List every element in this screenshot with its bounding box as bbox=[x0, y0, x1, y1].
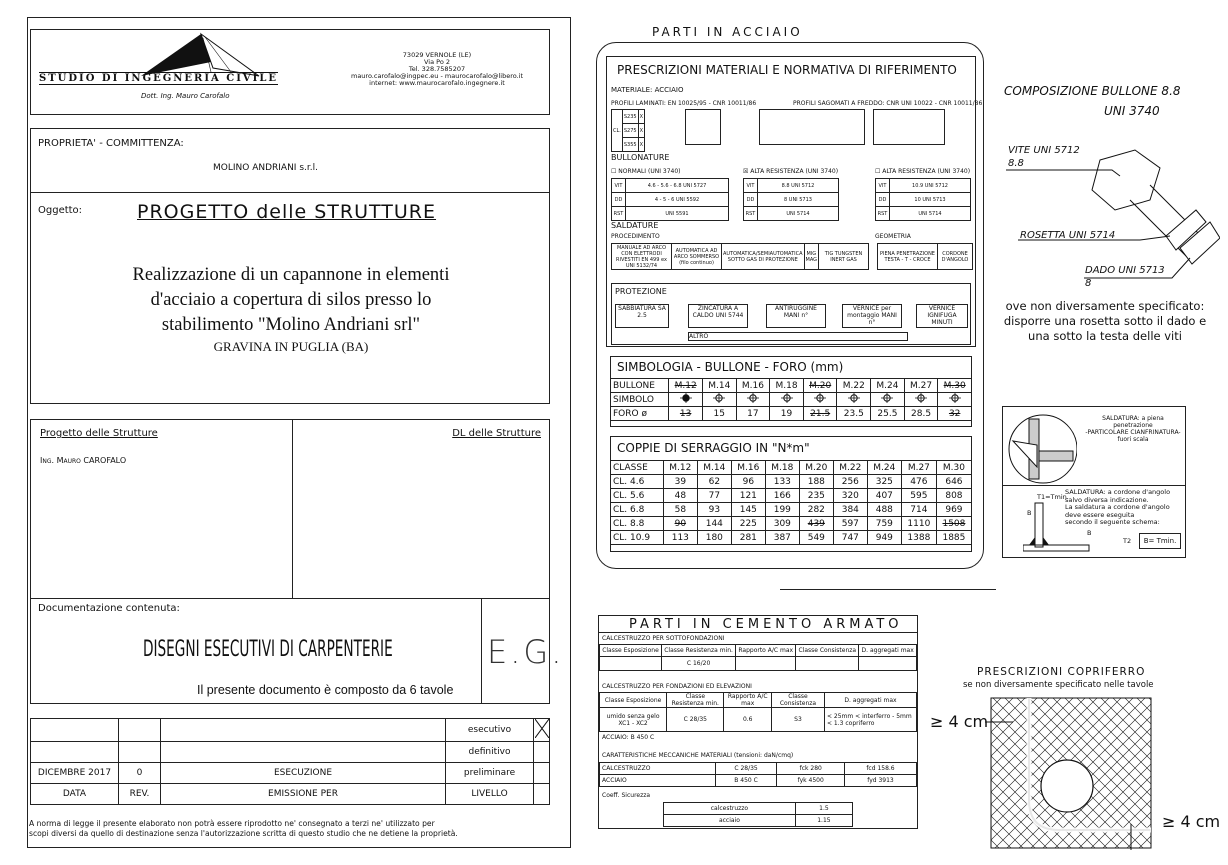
committente-name: MOLINO ANDRIANI s.r.l. bbox=[213, 163, 318, 173]
foro-cell: 25.5 bbox=[871, 407, 905, 421]
bull-normali-table: VIT 4.6 - 5.6 - 6.8 UNI 5727 DD 4 - 5 - 6 UNI 5592 RST UNI 5591 bbox=[611, 178, 729, 221]
table-cell: 39 bbox=[663, 475, 697, 489]
table-cell: 1508 bbox=[936, 517, 971, 531]
cemento-title: PARTI IN CEMENTO ARMATO bbox=[629, 617, 903, 632]
table-cell: 808 bbox=[936, 489, 971, 503]
table-cell: 121 bbox=[731, 489, 765, 503]
acciaio-line: ACCIAIO: B 450 C bbox=[602, 734, 655, 741]
table-cell: 144 bbox=[697, 517, 731, 531]
table-cell: 969 bbox=[936, 503, 971, 517]
weld-b2: B bbox=[1087, 529, 1092, 537]
classe-table: CL. S235 X S275 X S355 X bbox=[611, 109, 645, 152]
bolt-symbol-icon bbox=[702, 393, 736, 407]
saldature-label: SALDATURE bbox=[611, 221, 659, 230]
sotto-table: Classe Esposizione Classe Resistenza min. Rapporto A/C max Classe Consistenza D. aggregati max C 16/20 bbox=[599, 644, 917, 671]
table-cell: 309 bbox=[765, 517, 799, 531]
table-cell: 646 bbox=[936, 475, 971, 489]
table-cell: 281 bbox=[731, 531, 765, 545]
table-row: esecutivo bbox=[31, 719, 550, 742]
column-header: M.14 bbox=[697, 461, 731, 475]
table-cell: 476 bbox=[901, 475, 936, 489]
dado-class: 8 bbox=[1085, 278, 1092, 289]
bolt-symbol-icon bbox=[803, 393, 837, 407]
table-cell: 1885 bbox=[936, 531, 971, 545]
bolt-symbol-icon bbox=[904, 393, 938, 407]
prot-item: VERNICE IGNIFUGA MINUTI bbox=[916, 304, 968, 328]
vite-label: VITE UNI 5712 bbox=[1008, 145, 1080, 156]
doc-title: DISEGNI ESECUTIVI DI CARPENTERIE bbox=[143, 637, 393, 662]
bullone-size-cell: M.14 bbox=[702, 379, 736, 393]
bolt-symbol-icon bbox=[938, 393, 972, 407]
copriferro-dim1: ≥ 4 cm bbox=[930, 712, 989, 731]
table-header-row bbox=[611, 461, 972, 475]
committente-box bbox=[30, 128, 550, 192]
project-description: Realizzazione di un capannone in elementi d'acciaio a copertura di silos presso lo stabilimento "Molino Andriani srl" bbox=[132, 265, 450, 335]
prescrizioni-box bbox=[606, 56, 983, 347]
weld-formula: B= Tmin. bbox=[1139, 533, 1181, 549]
table-cell: 235 bbox=[799, 489, 833, 503]
weld-text-1: SALDATURA: a piena penetrazione -PARTICOLARE CIANFRINATURA- fuori scala bbox=[1085, 415, 1181, 443]
protezione-box bbox=[611, 283, 971, 345]
bullone-size-cell: M.22 bbox=[837, 379, 871, 393]
separator-line bbox=[780, 589, 996, 590]
table-cell: CL. 6.8 bbox=[611, 503, 664, 517]
table-cell: 58 bbox=[663, 503, 697, 517]
procedimento-label: PROCEDIMENTO bbox=[611, 233, 660, 240]
dl-box bbox=[292, 419, 550, 599]
table-row: DATA REV. EMISSIONE PER LIVELLO bbox=[31, 784, 550, 805]
table-row bbox=[611, 503, 972, 517]
copriferro-subtitle: se non diversamente specificato nelle tavole bbox=[963, 680, 1154, 690]
profili-laminati: PROFILI LAMINATI: EN 10025/95 - CNR 10011/86 bbox=[611, 100, 757, 107]
fond-table: Classe Esposizione Classe Resistenza min. Rapporto A/C max Classe Consistenza D. aggregati max umido senza gelo XC1 - XC2 C 28/35 0.6 S3 < 25mm < interferro - 5mm < 1.3 copriferro bbox=[599, 692, 917, 732]
progetto-label: Progetto delle Strutture bbox=[40, 428, 158, 439]
table-cell: 759 bbox=[867, 517, 901, 531]
vite-class: 8.8 bbox=[1008, 158, 1024, 169]
table-row: BULLONE M.12 M.14 M.16 M.18 M.20 M.22 M.24 M.27 M.30 bbox=[611, 379, 972, 393]
revision-table bbox=[30, 718, 550, 805]
progetto-box bbox=[30, 419, 293, 599]
column-header: M.30 bbox=[936, 461, 971, 475]
table-cell: 387 bbox=[765, 531, 799, 545]
table-cell: 180 bbox=[697, 531, 731, 545]
fond-label: CALCESTRUZZO PER FONDAZIONI ED ELEVAZIONI bbox=[602, 683, 752, 690]
bolt-symbol-icon bbox=[669, 393, 703, 407]
bullone-comp-norm: UNI 3740 bbox=[1104, 104, 1160, 118]
table-cell: 90 bbox=[663, 517, 697, 531]
committente-label: PROPRIETA' - COMMITTENZA: bbox=[38, 138, 184, 149]
coppie-title: COPPIE DI SERRAGGIO IN "N*m" bbox=[617, 441, 810, 455]
coeff-label: Coeff. Sicurezza bbox=[602, 792, 651, 799]
foro-cell: 28.5 bbox=[904, 407, 938, 421]
doc-box bbox=[30, 598, 482, 704]
level-check-esecutivo bbox=[534, 719, 550, 742]
caratt-label: CARATTERISTICHE MECCANICHE MATERIALI (tensioni: daN/cmq) bbox=[602, 752, 794, 759]
table-cell: 1388 bbox=[901, 531, 936, 545]
cemento-box bbox=[598, 615, 918, 829]
table-row bbox=[611, 531, 972, 545]
table-row bbox=[611, 475, 972, 489]
column-header: M.24 bbox=[867, 461, 901, 475]
table-row: DICEMBRE 2017 0 ESECUZIONE preliminare bbox=[31, 763, 550, 784]
copriferro-title: PRESCRIZIONI COPRIFERRO bbox=[977, 666, 1146, 678]
table-cell: CL. 4.6 bbox=[611, 475, 664, 489]
procedimento-table: MANUALE AD ARCO CON ELETTRODI RIVESTITI EN 499 ex UNI 5132/74 AUTOMATICA AD ARCO SOMMERSO (filo continuo) AUTOMATICA/SEMIAUTOMATICA SOTTO GAS DI PROTEZIONE MIG MAG TIG TUNGSTEN INERT GAS bbox=[611, 243, 869, 270]
studio-name: STUDIO DI INGEGNERIA CIVILE bbox=[39, 73, 278, 84]
profili-sagomati: PROFILI SAGOMATI A FREDDO: CNR UNI 10022 - CNR 10011/86 bbox=[793, 100, 983, 107]
table-cell: 166 bbox=[765, 489, 799, 503]
project-location: GRAVINA IN PUGLIA (BA) bbox=[213, 339, 369, 354]
bull-alta2-label: ☐ ALTA RESISTENZA (UNI 3740) bbox=[875, 168, 971, 175]
studio-header bbox=[30, 29, 550, 115]
rosetta-label: ROSETTA UNI 5714 bbox=[1020, 230, 1116, 241]
table-cell: 597 bbox=[833, 517, 867, 531]
table-cell: 225 bbox=[731, 517, 765, 531]
weld-detail-drawing bbox=[1007, 411, 1077, 487]
table-row: FORO ø 13 15 17 19 21.5 23.5 25.5 28.5 32 bbox=[611, 407, 972, 421]
weld-t1: T1=Tmin. bbox=[1037, 493, 1069, 501]
doc-label: Documentazione contenuta: bbox=[38, 603, 180, 614]
progettista: Ing. Mauro CAROFALO bbox=[40, 456, 127, 465]
column-header: M.18 bbox=[765, 461, 799, 475]
table-cell: 113 bbox=[663, 531, 697, 545]
geometria-label: GEOMETRIA bbox=[875, 233, 911, 240]
studio-engineer: Dott. Ing. Mauro Carofalo bbox=[141, 92, 230, 100]
weld-divider bbox=[1003, 485, 1185, 486]
fillet-weld-drawing bbox=[1023, 501, 1093, 553]
oggetto-box bbox=[30, 192, 550, 404]
column-header: M.20 bbox=[799, 461, 833, 475]
column-header: M.22 bbox=[833, 461, 867, 475]
table-cell: CL. 10.9 bbox=[611, 531, 664, 545]
column-header: CLASSE bbox=[611, 461, 664, 475]
table-cell: CL. 8.8 bbox=[611, 517, 664, 531]
weld-b: B bbox=[1027, 509, 1032, 517]
table-cell: 188 bbox=[799, 475, 833, 489]
table-cell: 256 bbox=[833, 475, 867, 489]
studio-address: 73029 VERNOLE (LE) Via Po 2 Tel. 328.7585207 mauro.carofalo@ingpec.eu - maurocarofalo@libero.it internet: www.maurocarofalo.ingegnere.it bbox=[350, 51, 524, 87]
column-header: M.16 bbox=[731, 461, 765, 475]
table-row bbox=[611, 489, 972, 503]
dado-label: DADO UNI 5713 bbox=[1085, 265, 1165, 276]
foro-cell: 13 bbox=[669, 407, 703, 421]
prot-item: ANTIRUGGINE MANI n° bbox=[766, 304, 826, 328]
copriferro-drawing bbox=[985, 690, 1155, 850]
foro-cell: 23.5 bbox=[837, 407, 871, 421]
doc-code: E.G. bbox=[487, 633, 565, 671]
foro-cell: 19 bbox=[770, 407, 804, 421]
coeff-table: calcestruzzo 1.5 acciaio 1.15 bbox=[663, 802, 853, 827]
altro-field: ALTRO bbox=[688, 332, 908, 341]
bull-alta2-table: VIT 10.9 UNI 5712 DD 10 UNI 5713 RST UNI 5714 bbox=[875, 178, 971, 221]
foro-cell: 32 bbox=[938, 407, 972, 421]
bullone-size-cell: M.18 bbox=[770, 379, 804, 393]
bullonature-label: BULLONATURE bbox=[611, 153, 670, 162]
table-cell: 488 bbox=[867, 503, 901, 517]
protezione-label: PROTEZIONE bbox=[615, 287, 667, 296]
geometria-table: PIENA PENETRAZIONE TESTA - T - CROCE CORDONE D'ANGOLO bbox=[877, 243, 973, 270]
weld-t2: T2 bbox=[1123, 537, 1132, 545]
table-cell: 384 bbox=[833, 503, 867, 517]
copriferro-dim2: ≥ 4 cm bbox=[1162, 812, 1221, 831]
table-cell: 96 bbox=[731, 475, 765, 489]
table-cell: 62 bbox=[697, 475, 731, 489]
table-cell: 48 bbox=[663, 489, 697, 503]
table-cell: 949 bbox=[867, 531, 901, 545]
bullone-size-cell: M.12 bbox=[669, 379, 703, 393]
prot-item: SABBIATURA SA 2.5 bbox=[615, 304, 669, 328]
bull-alta-label: ☒ ALTA RESISTENZA (UNI 3740) bbox=[743, 168, 839, 175]
bolt-symbol-icon bbox=[837, 393, 871, 407]
doc-note: Il presente documento è composto da 6 tavole bbox=[197, 683, 454, 697]
table-row bbox=[611, 517, 972, 531]
caratt-table: CALCESTRUZZO C 28/35 fck 280 fcd 158.6 ACCIAIO B 450 C fyk 4500 fyd 3913 bbox=[599, 762, 917, 787]
profili-mini-tables bbox=[685, 109, 965, 145]
oggetto-label: Oggetto: bbox=[38, 205, 83, 216]
simbologia-table bbox=[610, 378, 972, 421]
bullone-size-cell: M.16 bbox=[736, 379, 770, 393]
table-cell: 133 bbox=[765, 475, 799, 489]
bullone-size-cell: M.27 bbox=[904, 379, 938, 393]
table-cell: 145 bbox=[731, 503, 765, 517]
bullone-size-cell: M.20 bbox=[803, 379, 837, 393]
table-cell: 1110 bbox=[901, 517, 936, 531]
doc-code-box bbox=[481, 598, 565, 704]
table-cell: 77 bbox=[697, 489, 731, 503]
table-cell: 282 bbox=[799, 503, 833, 517]
table-cell: 549 bbox=[799, 531, 833, 545]
bullone-size-cell: M.24 bbox=[871, 379, 905, 393]
table-cell: 320 bbox=[833, 489, 867, 503]
coppie-table bbox=[610, 460, 972, 545]
bolt-symbol-icon bbox=[871, 393, 905, 407]
table-cell: 93 bbox=[697, 503, 731, 517]
simbologia-title: SIMBOLOGIA - BULLONE - FORO (mm) bbox=[617, 360, 844, 374]
table-cell: 714 bbox=[901, 503, 936, 517]
table-cell: 199 bbox=[765, 503, 799, 517]
sotto-label: CALCESTRUZZO PER SOTTOFONDAZIONI bbox=[602, 635, 725, 642]
foro-cell: 15 bbox=[702, 407, 736, 421]
prot-item: VERNICE per montaggio MANI n° bbox=[842, 304, 902, 328]
column-header: M.27 bbox=[901, 461, 936, 475]
dl-label: DL delle Strutture bbox=[452, 428, 541, 439]
table-cell: 407 bbox=[867, 489, 901, 503]
foro-cell: 21.5 bbox=[803, 407, 837, 421]
legal-footer: A norma di legge il presente elaborato non potrà essere riprodotto ne' consegnato a terzi ne' utilizzato per scopi diversi da quello di destinazione senza l'autorizzazione scritta di questo studio che ne detiene la proprietà. bbox=[29, 819, 458, 838]
column-header: M.12 bbox=[663, 461, 697, 475]
prescrizioni-title: PRESCRIZIONI MATERIALI E NORMATIVA DI RIFERIMENTO bbox=[617, 63, 957, 77]
bull-normali-label: ☐ NORMALI (UNI 3740) bbox=[611, 168, 681, 175]
weld-text-2: SALDATURA: a cordone d'angolo salvo diversa indicazione. La saldatura a cordone d'angolo deve essere eseguita secondo il seguente schema: bbox=[1065, 488, 1171, 526]
table-cell: 595 bbox=[901, 489, 936, 503]
bullone-note: ove non diversamente specificato: disporre una rosetta sotto il dado e una sotto la testa delle viti bbox=[1003, 299, 1207, 343]
oggetto-title: PROGETTO delle STRUTTURE bbox=[137, 201, 437, 223]
table-cell: 747 bbox=[833, 531, 867, 545]
saldatura-detail-box bbox=[1002, 406, 1186, 558]
bullone-size-cell: M.30 bbox=[938, 379, 972, 393]
prot-item: ZINCATURA A CALDO UNI 5744 bbox=[688, 304, 748, 328]
bolt-symbol-icon bbox=[770, 393, 804, 407]
foro-cell: 17 bbox=[736, 407, 770, 421]
table-cell: CL. 5.6 bbox=[611, 489, 664, 503]
materiale-label: MATERIALE: ACCIAIO bbox=[611, 86, 684, 94]
bull-alta-table: VIT 8.8 UNI 5712 DD 8 UNI 5713 RST UNI 5714 bbox=[743, 178, 839, 221]
bullone-comp-title: COMPOSIZIONE BULLONE 8.8 bbox=[1004, 84, 1181, 98]
table-row: definitivo bbox=[31, 742, 550, 763]
bolt-symbol-icon bbox=[736, 393, 770, 407]
table-cell: 325 bbox=[867, 475, 901, 489]
acciaio-header: PARTI IN ACCIAIO bbox=[652, 25, 803, 39]
table-cell: 439 bbox=[799, 517, 833, 531]
table-row: SIMBOLO bbox=[611, 393, 972, 407]
